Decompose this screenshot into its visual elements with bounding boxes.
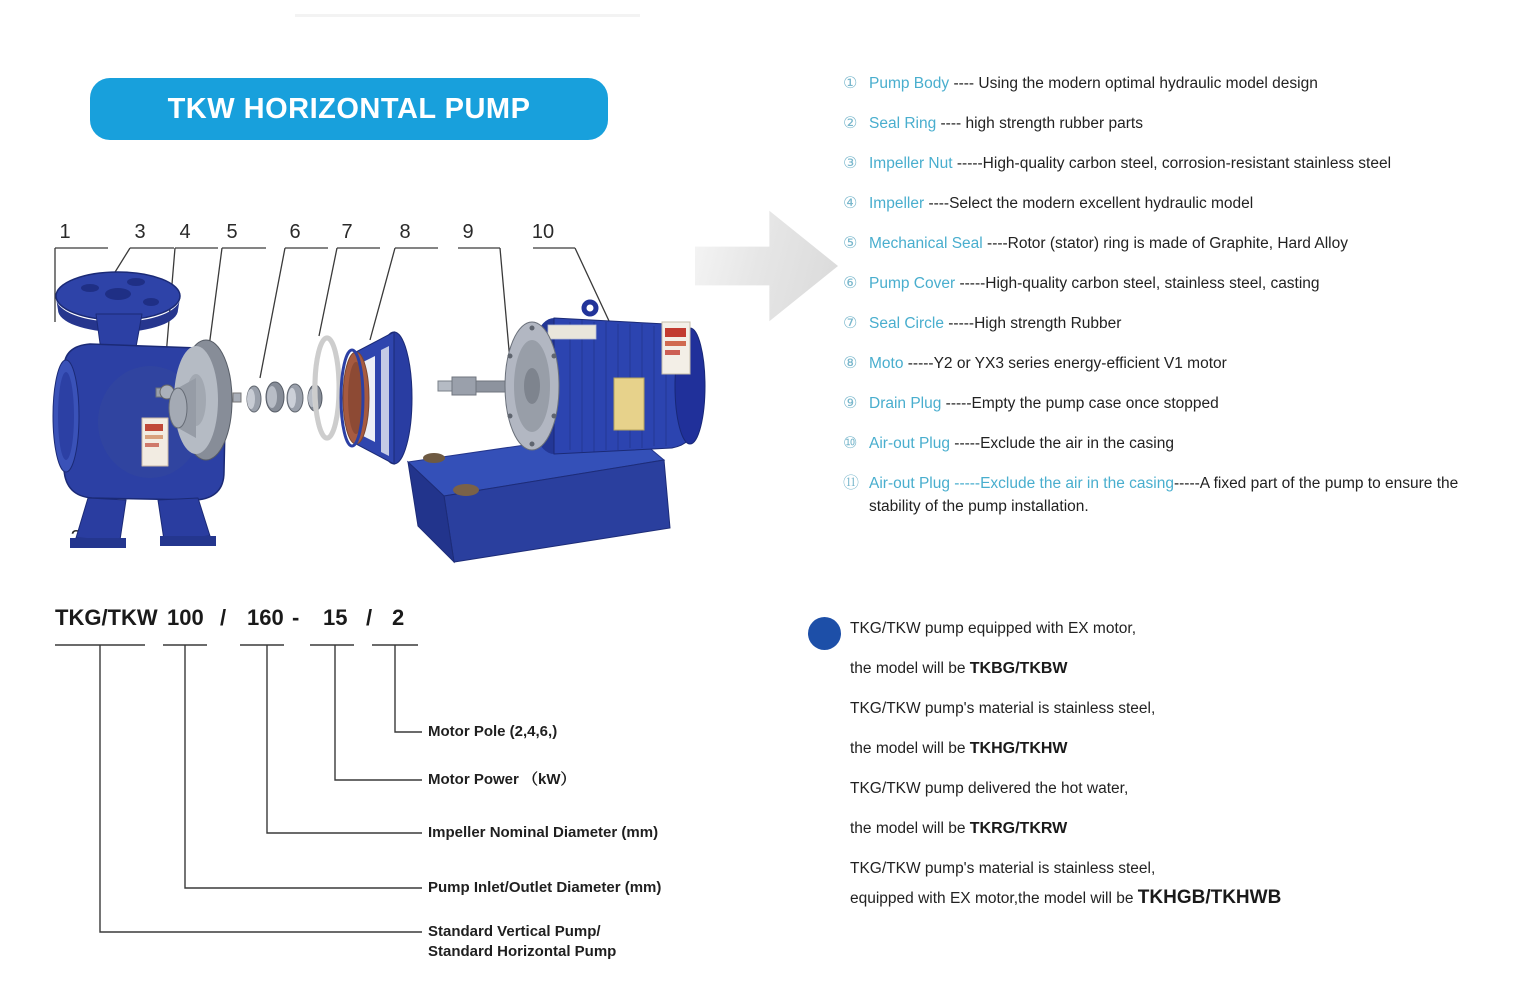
circled-number-icon: ③ — [843, 155, 858, 172]
breakdown-connector-lines — [55, 645, 422, 932]
part-number-9: 9 — [462, 221, 474, 243]
part-number-5: 5 — [226, 221, 238, 243]
circled-number-icon: ⑦ — [843, 315, 858, 332]
part-number-1: 1 — [59, 221, 71, 243]
part-number-10: 10 — [531, 221, 555, 243]
model-separator-slash: / — [220, 605, 227, 630]
part-number-4: 4 — [179, 221, 191, 243]
model-separator-slash2: / — [366, 605, 373, 630]
variant-line: the model will be TKHG/TKHW — [850, 740, 1068, 757]
seal-circle-illustration — [313, 336, 341, 440]
model-separator-dash: - — [292, 605, 300, 630]
list-item: ② Seal Ring ---- high strength rubber parts — [843, 112, 1483, 135]
page-title: TKW HORIZONTAL PUMP — [167, 92, 531, 125]
part-number-6: 6 — [289, 221, 301, 243]
circled-number-icon: ⑤ — [843, 235, 858, 252]
motor-illustration — [505, 302, 705, 454]
model-segment-inlet: 100 — [167, 605, 204, 630]
circled-number-icon: ② — [843, 115, 858, 132]
label-impeller-diameter: Impeller Nominal Diameter (mm) — [428, 824, 659, 841]
model-segment-impeller: 160 — [247, 605, 284, 630]
label-motor-pole: Motor Pole (2,4,6,) — [428, 723, 558, 740]
variant-line: TKG/TKW pump's material is stainless steel, — [850, 860, 1156, 877]
pump-body-sticker — [142, 418, 168, 466]
circled-number-icon: ① — [843, 75, 858, 92]
part-number-8: 8 — [399, 221, 411, 243]
model-segment-power: 15 — [323, 605, 348, 630]
list-item: ⑨ Drain Plug -----Empty the pump case once stopped — [843, 392, 1483, 415]
model-code-segments — [55, 605, 404, 630]
breakdown-labels — [428, 723, 661, 960]
list-item: ⑦ Seal Circle -----High strength Rubber — [843, 312, 1483, 335]
variant-line: TKG/TKW pump's material is stainless steel, — [850, 700, 1156, 717]
list-item: ④ Impeller ----Select the modern excellent hydraulic model — [843, 192, 1483, 215]
label-pump-diameter: Pump Inlet/Outlet Diameter (mm) — [428, 879, 662, 896]
label-pump-type-line1: Standard Vertical Pump/ — [428, 923, 601, 940]
list-item: ⑤ Mechanical Seal ----Rotor (stator) ring is made of Graphite, Hard Alloy — [843, 232, 1483, 255]
motor-sticker — [662, 322, 690, 374]
motor-nameplate — [614, 378, 644, 430]
bullet-circle-icon — [808, 617, 841, 650]
pump-cover-illustration — [341, 332, 412, 464]
list-item: ① Pump Body ---- Using the modern optimal hydraulic model design — [843, 72, 1483, 95]
list-item: ⑩ Air-out Plug -----Exclude the air in the casing — [843, 432, 1483, 455]
list-item: ③ Impeller Nut -----High-quality carbon steel, corrosion-resistant stainless steel — [843, 152, 1483, 175]
mechanical-seal-illustration — [233, 382, 322, 412]
variant-line: equipped with EX motor,the model will be TKHGB/TKHWB — [850, 887, 1282, 908]
variant-line: the model will be TKBG/TKBW — [850, 660, 1068, 677]
circled-number-icon: ⑧ — [843, 355, 858, 372]
model-segment-pole: 2 — [392, 605, 405, 630]
variant-line: TKG/TKW pump equipped with EX motor, — [850, 620, 1137, 637]
circled-number-icon: ⑩ — [843, 435, 858, 452]
scan-artifact-line — [295, 14, 640, 17]
title-banner — [90, 78, 608, 140]
circled-number-icon: ⑨ — [843, 395, 858, 412]
part-number-3: 3 — [134, 221, 146, 243]
model-code-breakdown — [40, 595, 740, 990]
list-item: ⑪ Air-out Plug -----Exclude the air in the casing-----A fixed part of the pump to ensure the stability of the pump installation. — [843, 472, 1483, 518]
circled-number-icon: ⑥ — [843, 275, 858, 292]
list-item: ⑥ Pump Cover -----High-quality carbon steel, stainless steel, casting — [843, 272, 1483, 295]
part-number-7: 7 — [341, 221, 353, 243]
model-segment-series: TKG/TKW — [55, 605, 158, 630]
model-variants-text — [850, 618, 1430, 928]
lifting-eye — [584, 302, 596, 314]
parts-description-list — [843, 72, 1483, 535]
circled-number-icon: ⑪ — [843, 475, 860, 492]
variant-line: the model will be TKRG/TKRW — [850, 820, 1068, 837]
variant-line: TKG/TKW pump delivered the hot water, — [850, 780, 1129, 797]
label-motor-power: Motor Power （kW） — [428, 771, 576, 788]
label-pump-type-line2: Standard Horizontal Pump — [428, 943, 617, 960]
list-item: ⑧ Moto -----Y2 or YX3 series energy-efficient V1 motor — [843, 352, 1483, 375]
circled-number-icon: ④ — [843, 195, 858, 212]
